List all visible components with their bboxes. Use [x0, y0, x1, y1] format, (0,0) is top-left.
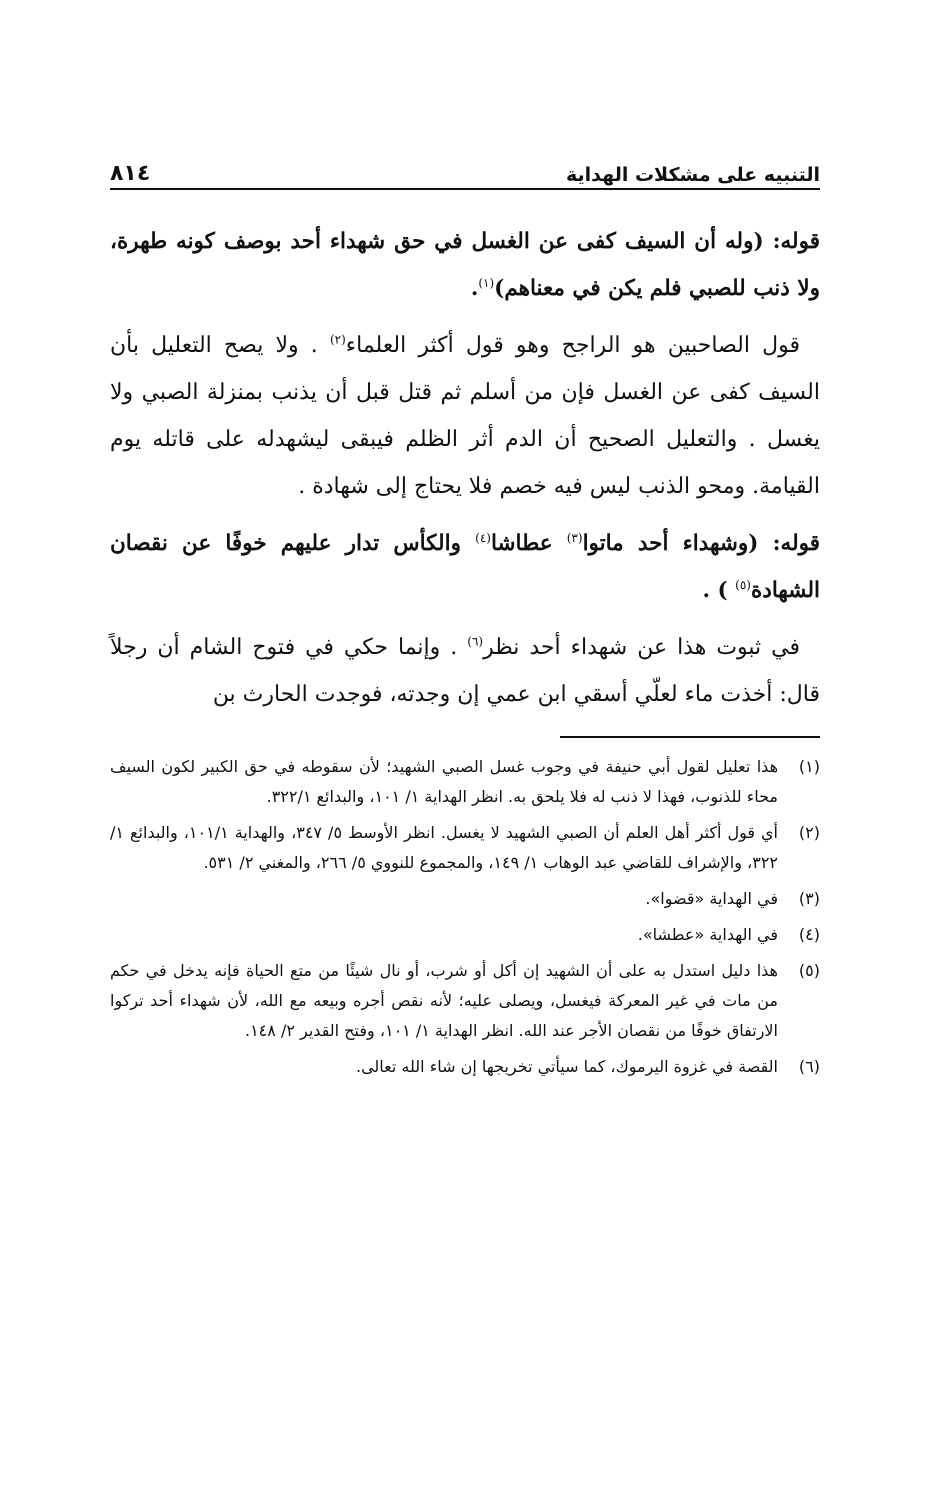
- footnote-text: هذا تعليل لقول أبي حنيفة في وجوب غسل الصبي الشهيد؛ لأن سقوطه في حق الكبير لكون السيف محاء للذنوب، فهذا لا ذنب له فلا يلحق به. انظر الهداية ١/ ١٠١، والبدائع ٣٢٢/١.: [110, 757, 778, 806]
- footnote-ref-2[interactable]: (٢): [329, 332, 346, 347]
- header-rule: [110, 188, 820, 190]
- footnotes: [110, 752, 820, 1082]
- commentary-paragraph-1: [110, 322, 820, 510]
- footnote-number: (٥): [798, 961, 820, 980]
- footnote-text: أي قول أكثر أهل العلم أن الصبي الشهيد لا يغسل. انظر الأوسط ٥/ ٣٤٧، والهداية ١٠١/١، والبدائع ١/ ٣٢٢، والإشراف للقاضي عبد الوهاب ١/ ١٤٩، والمجموع للنووي ٥/ ٢٦٦، والمغني ٢/ ٥٣١.: [110, 823, 778, 872]
- footnote-ref-1[interactable]: (١): [478, 275, 495, 290]
- footnote-ref-3[interactable]: (٣): [566, 530, 583, 545]
- footnote-ref-4[interactable]: (٤): [475, 530, 491, 545]
- footnote-text: هذا دليل استدل به على أن الشهيد إن أكل أو شرب، أو نال شيئًا من متع الحياة فإنه يدخل في حكم من مات في غير المعركة فيغسل، ويصلى عليه؛ لأنه نقص أجره وبيعه مع الله، لأن شهداء أحد تركوا الارتفاق خوفًا من نقصان الأجر عند الله. انظر الهداية ١/ ١٠١، وفتح القدير ٢/ ١٤٨.: [110, 961, 778, 1040]
- quote-text: قوله: (وله أن السيف كفى عن الغسل في حق شهداء أحد بوصف كونه طهرة، ولا ذنب للصبي فلم يكن في معناهم): [110, 229, 820, 301]
- quote-text: عطاشا: [490, 531, 567, 556]
- main-text: [110, 218, 820, 718]
- footnote-number: (٣): [798, 889, 820, 908]
- footnote-4: [110, 920, 820, 950]
- quote-end: .: [470, 276, 479, 301]
- footnote-text: القصة في غزوة اليرموك، كما سيأتي تخريجها إن شاء الله تعالى.: [356, 1057, 778, 1076]
- commentary-text-cont: . وإنما حكي في فتوح الشام أن رجلاً قال: أخذت ماء لعلّي أسقي ابن عمي إن وجدته، فوجدت الحارث بن: [110, 635, 820, 707]
- quote-paragraph-1: [110, 218, 820, 312]
- book-page: [110, 140, 820, 1088]
- footnote-separator: [560, 736, 820, 738]
- footnote-number: (٦): [798, 1057, 820, 1076]
- footnote-number: (١): [798, 757, 820, 776]
- footnote-ref-5[interactable]: (٥): [735, 577, 751, 592]
- footnote-number: (٢): [798, 823, 820, 842]
- footnote-5: [110, 956, 820, 1046]
- book-title: التنبيه على مشكلات الهداية: [566, 164, 820, 186]
- footnote-2: [110, 818, 820, 878]
- footnote-6: [110, 1052, 820, 1082]
- footnote-text: في الهداية «قضوا».: [645, 889, 778, 908]
- quote-text: قوله: (وشهداء أحد ماتوا: [582, 531, 820, 556]
- footnote-1: [110, 752, 820, 812]
- quote-text: والكأس تدار عليهم خوفًا عن نقصان الشهادة: [110, 531, 820, 603]
- footnote-text: في الهداية «عطشا».: [637, 925, 778, 944]
- running-header: [110, 140, 820, 186]
- quote-paragraph-2: [110, 520, 820, 614]
- commentary-text: قول الصاحبين هو الراجح وهو قول أكثر العلماء: [345, 333, 801, 358]
- footnote-number: (٤): [798, 925, 820, 944]
- commentary-text: في ثبوت هذا عن شهداء أحد نظر: [483, 635, 800, 660]
- footnote-ref-6[interactable]: (٦): [467, 634, 484, 649]
- commentary-paragraph-2: [110, 624, 820, 718]
- quote-end: ) .: [702, 578, 736, 603]
- footnote-3: [110, 884, 820, 914]
- commentary-text-cont: . ولا يصح التعليل بأن السيف كفى عن الغسل فإن من أسلم ثم قتل قبل أن يذنب بمنزلة الصبي ولا يغسل . والتعليل الصحيح أن الدم أثر الظلم فيبقى ليشهدله على قاتله يوم القيامة. ومحو الذنب ليس فيه خصم فلا يحتاج إلى شهادة .: [110, 333, 820, 499]
- page-number: ٨١٤: [110, 161, 151, 186]
